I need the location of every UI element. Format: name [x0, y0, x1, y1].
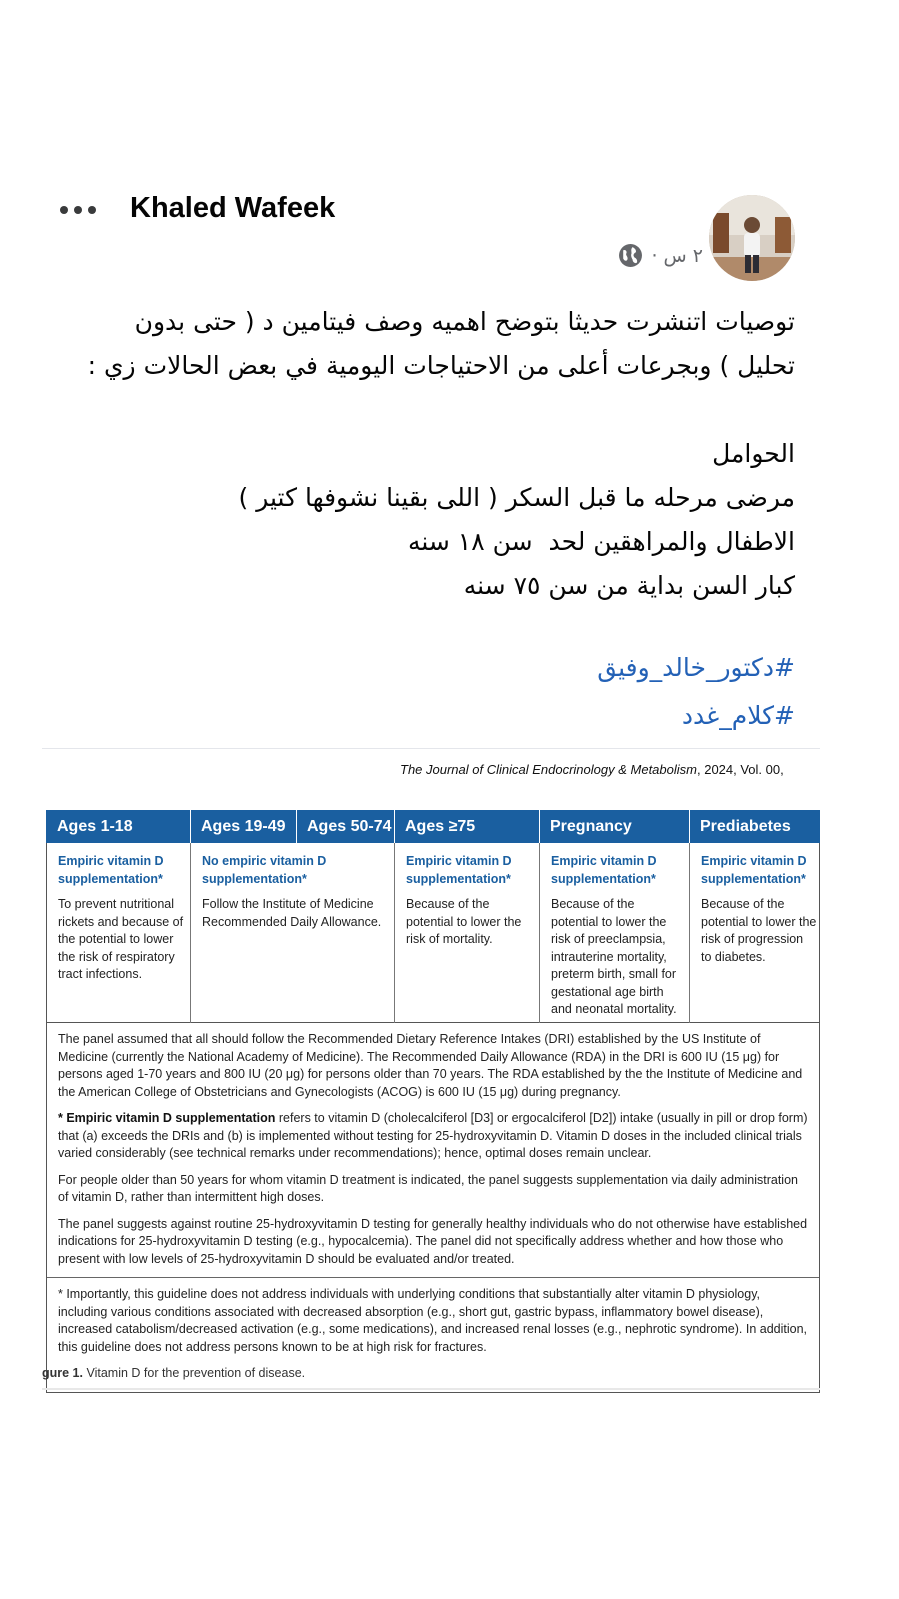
recommendation: Empiric vitamin D supplementation* — [701, 854, 807, 886]
note: * Importantly, this guideline does not address individuals with underlying conditions that substantially alter vitamin D physiology, including various conditions associated with decreased absorption (e.g., short gut, gastric bypass, inflammatory bowel disease), increased catabolism/decreased activation (e.g., some medications), and increased renal losses (e.g., nephrotic syndrome). In addition, this guideline does not address persons known to be at high risk for fractures. — [58, 1287, 807, 1354]
recommendation: Empiric vitamin D supplementation* — [551, 854, 657, 886]
post-line: الحوامل — [712, 439, 795, 468]
post-line: مرضى مرحله ما قبل السكر ( اللى بقينا نشوفها كتير ) — [238, 483, 795, 512]
divider — [394, 810, 395, 843]
divider — [190, 843, 191, 1023]
rationale: Because of the potential to lower the risk of mortality. — [406, 897, 522, 946]
recommendation-table — [46, 810, 820, 1390]
journal-title: The Journal of Clinical Endocrinology & Metabolism — [400, 762, 697, 777]
divider — [190, 810, 191, 843]
author-name[interactable]: Khaled Wafeek — [130, 192, 336, 224]
note: For people older than 50 years for whom vitamin D treatment is indicated, the panel suggests supplementation via daily administration of vitamin D, rather than intermittent high doses. — [58, 1172, 798, 1204]
column-header: Ages 19-49 — [201, 818, 286, 835]
recommendation: Empiric vitamin D supplementation* — [406, 854, 512, 886]
recommendation: Empiric vitamin D supplementation* — [58, 854, 164, 886]
post-time[interactable]: ٢ س · — [651, 244, 703, 267]
post-header — [0, 190, 899, 290]
more-options-icon[interactable] — [60, 200, 106, 220]
note: The panel assumed that all should follow the Recommended Dietary Reference Intakes (DRI) established by the US Institute of Medicine (currently the National Academy of Medicine). The Recommended Daily Allowance (RDA) in the DRI is 600 IU (15 μg) for persons aged 1-70 years and 800 IU (20 μg) for persons older than 70 years. The RDA established by the the Institute of Medicine and the American College of Obstetricians and Gynecologists (ACOG) is 600 IU (15 μg) during pregnancy. — [58, 1032, 803, 1099]
table-row — [46, 843, 820, 1023]
table-cell — [58, 853, 186, 984]
note: The panel suggests against routine 25-hydroxyvitamin D testing for generally healthy individuals who do not otherwise have established indications for 25-hydroxyvitamin D testing (e.g., hypocalcemia). The panel did not specifically address whether and how those who present with low levels of 25-hydroxyvitamin D should be evaluated and/or treated. — [58, 1216, 808, 1266]
avatar[interactable] — [709, 195, 795, 281]
hashtags — [597, 644, 795, 740]
post-image[interactable] — [0, 748, 899, 1392]
divider — [47, 1277, 819, 1278]
caption-label: gure 1. — [42, 1366, 83, 1380]
hashtag-link[interactable]: #كلام_غدد — [681, 701, 795, 730]
rationale: Because of the potential to lower the risk of preeclampsia, intrauterine mortality, preterm birth, small for gestational age birth and neonatal mortality. — [551, 897, 677, 1016]
divider — [539, 843, 540, 1023]
note — [58, 1110, 811, 1163]
post-line — [75, 388, 795, 432]
post-line: تحليل ) وبجرعات أعلى من الاحتياجات اليومية في بعض الحالات زي : — [87, 351, 795, 380]
hashtag-link[interactable]: #دكتور_خالد_وفيق — [597, 653, 795, 682]
divider — [296, 810, 297, 843]
divider — [42, 748, 820, 749]
table-cell — [551, 853, 683, 1019]
rationale: To prevent nutritional rickets and because of the potential to lower the risk of respiratory tract infections. — [58, 897, 184, 981]
column-header: Ages 50-74 — [307, 818, 392, 835]
recommendation: No empiric vitamin D supplementation* — [202, 854, 327, 886]
note-lead: * Empiric vitamin D supplementation — [58, 1111, 276, 1125]
globe-icon — [618, 243, 643, 268]
divider — [689, 843, 690, 1023]
column-header: Prediabetes — [700, 818, 791, 835]
post-line: توصيات اتنشرت حديثا بتوضح اهميه وصف فيتامين د ( حتى بدون — [134, 307, 795, 336]
caption-text: Vitamin D for the prevention of disease. — [83, 1366, 306, 1380]
post-line: الاطفال والمراهقين لحد سن ١٨ سنه — [407, 527, 795, 556]
column-header: Ages ≥75 — [405, 818, 476, 835]
divider — [42, 1388, 820, 1390]
journal-volume: , 2024, Vol. 00, — [696, 762, 784, 777]
table-notes — [46, 1023, 820, 1393]
divider — [394, 843, 395, 1023]
note-text: refers to vitamin D (cholecalciferol [D3] or ergocalciferol [D2]) intake (usually in pill or drop form) that (a) exceeds the DRIs and (b) is implemented without testing for 25-hydroxyvitamin D. Vitamin D doses in the included clinical trials varied considerably (see technical remarks under recommendations); hence, optimal doses remain unclear. — [58, 1111, 808, 1160]
divider — [539, 810, 540, 843]
table-cell — [701, 853, 817, 966]
table-cell — [202, 853, 390, 931]
post-meta — [618, 243, 703, 268]
rationale: Because of the potential to lower the risk of progression to diabetes. — [701, 897, 817, 964]
rationale: Follow the Institute of Medicine Recommended Daily Allowance. — [202, 897, 382, 929]
journal-citation — [400, 762, 784, 777]
table-header-row — [46, 810, 820, 843]
table-cell — [406, 853, 534, 949]
post-body — [75, 300, 795, 608]
column-header: Ages 1-18 — [57, 818, 133, 835]
post-line: كبار السن بداية من سن ٧٥ سنه — [463, 571, 795, 600]
divider — [689, 810, 690, 843]
figure-caption — [42, 1366, 305, 1380]
column-header: Pregnancy — [550, 818, 632, 835]
